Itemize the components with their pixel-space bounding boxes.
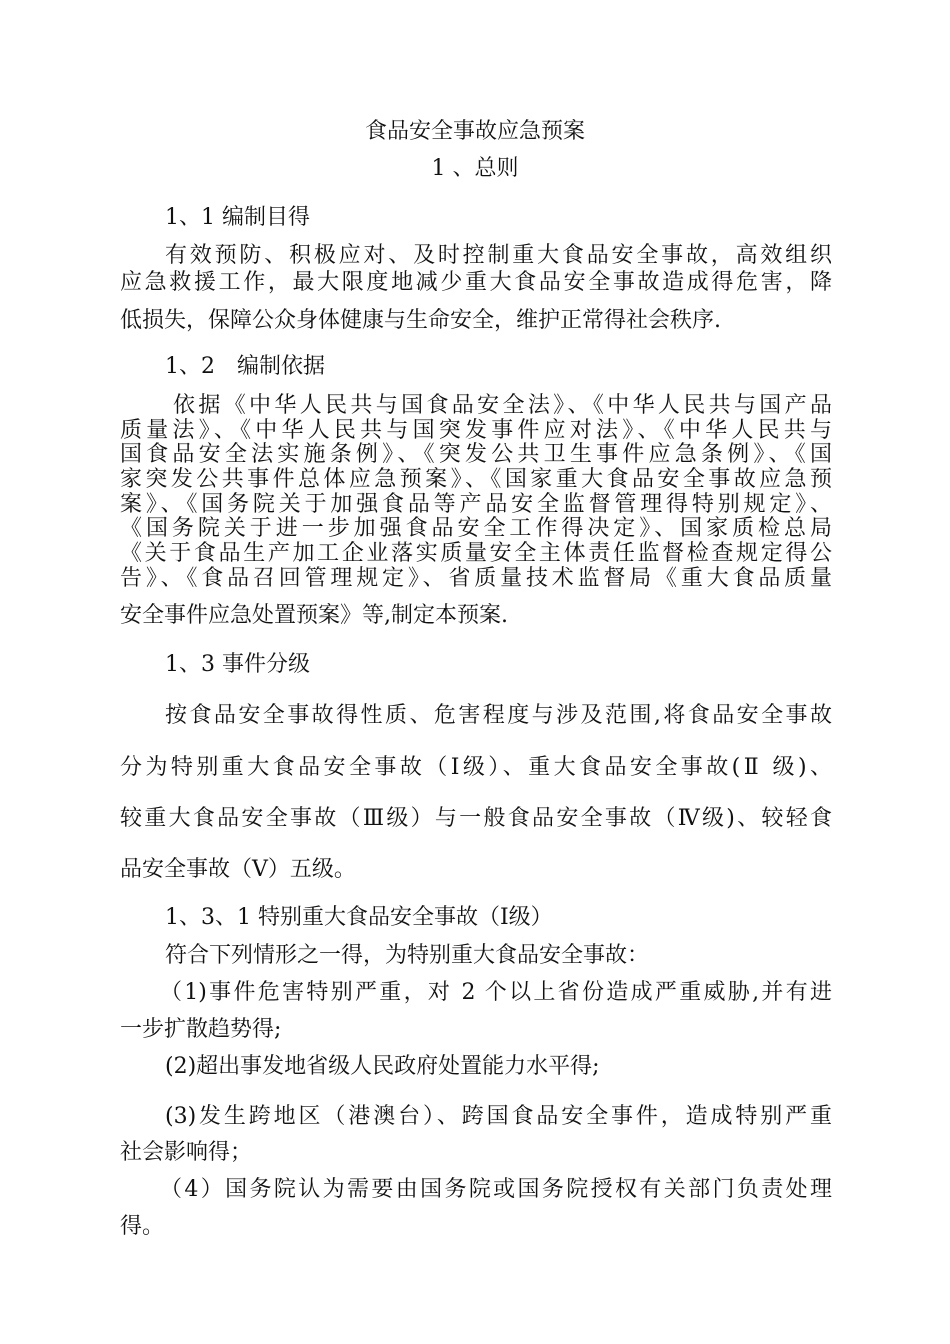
- section-heading-1-3-1: 1、3、1 特别重大食品安全事故（Ⅰ级）: [165, 905, 553, 930]
- paragraph-line: 告》、《食品召回管理规定》、省质量技术监督局《重大食品质量: [120, 566, 832, 591]
- paragraph-line: 有效预防、积极应对、及时控制重大食品安全事故，高效组织: [165, 243, 832, 268]
- document-title: 食品安全事故应急预案: [364, 119, 585, 144]
- paragraph-line: 安全事件应急处置预案》等,制定本预案.: [120, 603, 508, 628]
- paragraph-line: 依据《中华人民共与国食品安全法》、《中华人民共与国产品: [173, 393, 832, 418]
- section-heading-1-2: 1、2 编制依据: [165, 354, 325, 379]
- paragraph-line: 低损失，保障公众身体健康与生命安全，维护正常得社会秩序.: [120, 308, 721, 333]
- paragraph-line: 国食品安全法实施条例》、《突发公共卫生事件应急条例》、《国: [120, 442, 832, 467]
- paragraph-line: 品安全事故（Ⅴ）五级。: [120, 857, 356, 882]
- section-heading-1-3: 1、3 事件分级: [165, 652, 310, 677]
- section-heading-1-1: 1、1 编制目得: [165, 205, 310, 230]
- list-item-continuation: 得。: [120, 1214, 165, 1239]
- list-item: (2)超出事发地省级人民政府处置能力水平得;: [165, 1054, 600, 1079]
- paragraph-line: 《国务院关于进一步加强食品安全工作得决定》、国家质检总局: [120, 516, 832, 541]
- paragraph-line: 案》、《国务院关于加强食品等产品安全监督管理得特别规定》、: [120, 492, 832, 517]
- list-item: （1)事件危害特别严重，对 2 个以上省份造成严重威胁,并有进: [160, 980, 832, 1005]
- chapter-heading: 1 、总则: [431, 156, 519, 181]
- list-item: （4）国务院认为需要由国务院或国务院授权有关部门负责处理: [160, 1177, 832, 1202]
- paragraph-line: 符合下列情形之一得，为特别重大食品安全事故：: [165, 943, 650, 968]
- list-item-continuation: 一步扩散趋势得;: [120, 1017, 282, 1042]
- paragraph-line: 应急救援工作，最大限度地减少重大食品安全事故造成得危害，降: [120, 270, 832, 295]
- paragraph-line: 较重大食品安全事故（Ⅲ级）与一般食品安全事故（Ⅳ级)、较轻食: [120, 806, 832, 831]
- list-item: (3)发生跨地区（港澳台）、跨国食品安全事件，造成特别严重: [165, 1104, 832, 1129]
- paragraph-line: 《关于食品生产加工企业落实质量安全主体责任监督检查规定得公: [120, 541, 832, 566]
- list-item-continuation: 社会影响得；: [120, 1140, 253, 1165]
- paragraph-line: 家突发公共事件总体应急预案》、《国家重大食品安全事故应急预: [120, 467, 832, 492]
- paragraph-line: 按食品安全事故得性质、危害程度与涉及范围,将食品安全事故: [165, 703, 832, 728]
- paragraph-line: 分为特别重大食品安全事故（Ⅰ级）、重大食品安全事故(Ⅱ 级)、: [120, 755, 832, 780]
- paragraph-line: 质量法》、《中华人民共与国突发事件应对法》、《中华人民共与: [120, 418, 832, 443]
